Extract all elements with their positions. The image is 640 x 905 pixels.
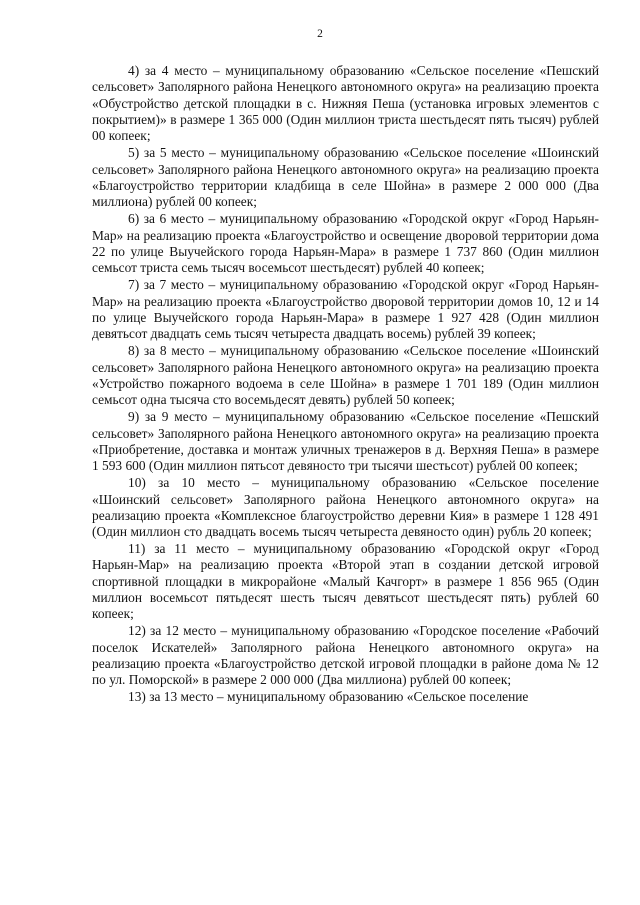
paragraph-item-12: 12) за 12 место – муниципальному образованию «Городское поселение «Рабочий поселок Искателей» Заполярного района Ненецкого автономного округа» на реализацию проекта «Благоустройство детской игровой площадки в районе дома № 12 по ул. Поморской» в размере 2 000 000 (Два миллиона) рублей 00 копеек;	[92, 623, 599, 688]
paragraph-item-10: 10) за 10 место – муниципальному образованию «Сельское поселение «Шоинский сельсовет» Заполярного района Ненецкого автономного округа» на реализацию проекта «Комплексное благоустройство деревни Кия» в размере 1 128 491 (Один миллион сто двадцать восемь тысяч четыреста девяносто один) рубль 20 копеек;	[92, 475, 599, 540]
paragraph-item-6: 6) за 6 место – муниципальному образованию «Городской округ «Город Нарьян-Мар» на реализацию проекта «Благоустройство и освещение дворовой территории дома 22 по улице Выучейского города Нарьян-Мара» в размере 1 737 860 (Один миллион семьсот триста семь тысяч восемьсот шестьдесят) рублей 40 копеек;	[92, 211, 599, 276]
paragraph-item-4: 4) за 4 место – муниципальному образованию «Сельское поселение «Пешский сельсовет» Заполярного района Ненецкого автономного округа» на реализацию проекта «Обустройство детской площадки в с. Нижняя Пеша (установка игровых элементов с покрытием)» в размере 1 365 000 (Один миллион триста шестьдесят пять тысяч) рублей 00 копеек;	[92, 63, 599, 144]
paragraph-item-7: 7) за 7 место – муниципальному образованию «Городской округ «Город Нарьян-Мар» на реализацию проекта «Благоустройство дворовой территории домов 10, 12 и 14 по улице Выучейского города Нарьян-Мара» в размере 1 927 428 (Один миллион девятьсот двадцать семь тысяч четыреста двадцать восемь) рублей 39 копеек;	[92, 277, 599, 342]
paragraph-item-5: 5) за 5 место – муниципальному образованию «Сельское поселение «Шоинский сельсовет» Заполярного района Ненецкого автономного округа» на реализацию проекта «Благоустройство территории кладбища в селе Шойна» в размере 2 000 000 (Два миллиона) рублей 00 копеек;	[92, 145, 599, 210]
document-body	[92, 63, 599, 706]
paragraph-item-8: 8) за 8 место – муниципальному образованию «Сельское поселение «Шоинский сельсовет» Заполярного района Ненецкого автономного округа» на реализацию проекта «Устройство пожарного водоема в селе Шойна» в размере 1 701 189 (Один миллион семьсот одна тысяча сто восемьдесят девять) рублей 50 копеек;	[92, 343, 599, 408]
paragraph-item-9: 9) за 9 место – муниципальному образованию «Сельское поселение «Пешский сельсовет» Заполярного района Ненецкого автономного округа» на реализацию проекта «Приобретение, доставка и монтаж уличных тренажеров в д. Верхняя Пеша» в размере 1 593 600 (Один миллион пятьсот девяносто три тысячи шестьсот) рублей 00 копеек;	[92, 409, 599, 474]
paragraph-item-11: 11) за 11 место – муниципальному образованию «Городской округ «Город Нарьян-Мар» на реализацию проекта «Второй этап в создании детской игровой спортивной площадки в микрорайоне «Малый Качгорт» в размере 1 856 965 (Один миллион восемьсот пятьдесят шесть тысяч девятьсот шестьдесят пять) рублей 60 копеек;	[92, 541, 599, 622]
page-number: 2	[317, 28, 323, 40]
paragraph-item-13: 13) за 13 место – муниципальному образованию «Сельское поселение	[128, 689, 529, 705]
